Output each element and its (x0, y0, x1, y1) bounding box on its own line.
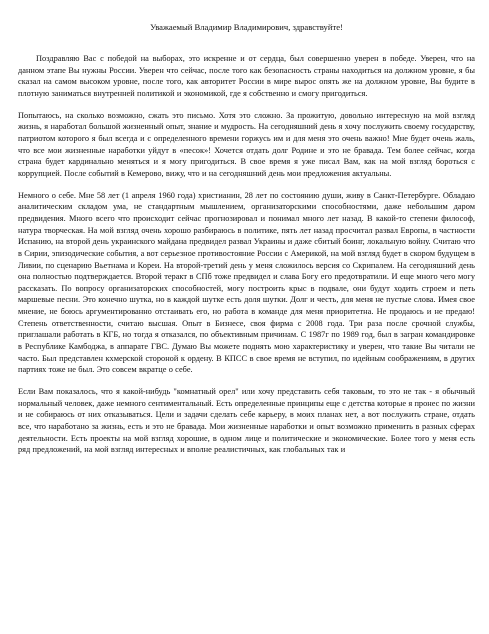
paragraph-intent: Попытаюсь, на сколько возможно, сжать это письмо. Хотя это сложно. За прожитую, довольно интересную на мой взгляд жизнь, я наработал большой жизненный опыт, знание и мудрость. На сегодняшний день я хочу послужить своему государству, патриотом которого я был всегда и с определенного времени горжусь им и для меня это очень важно! Мне будет очень жаль, что все мои жизненные наработки уйдут в «песок»! Хочется отдать долг Родине и это не бравада. Тем более сейчас, когда страна будет кардинально меняться и я могу пригодиться. В свое время я уже писал Вам, как на мой взгляд бороться с коррупцией. После событий в Кемерово, вижу, что и на сегодняшний день мои предложения актуальны. (18, 110, 475, 178)
paragraph-about-self: Немного о себе. Мне 58 лет (1 апреля 1960 года) христианин, 28 лет по состоянию души, живу в Санкт-Петербурге. Обладаю аналитическим складом ума, не стандартным мышлением, организаторскими способностями, даже небольшим даром предвидения. Много всего что происходит сейчас прогнозировал и понимал много лет назад. В какой-то степени философ, натура творческая. На мой взгляд очень хорошо разбираюсь в политике, пять лет назад просчитал развал Европы, в частности Испанию, на второй день украинского майдана предвидел развал Украины и даже сбитый боинг, локальную войну. Считаю что в Сирии, эпизодические события, а вот серьезное противостояние России с Америкой, на мой взгляд будет в скором будущем в Ливии, по сценарию Вьетнама и Кореи. На второй-третий день у меня сложилось версия со Скрипалем. На сегодняшний день она полностью подтверждается. Второй теракт в СПб тоже предвидел и слава Богу его предотвратили. И еще много чего могу рассказать. По вопросу организаторских способностей, могу построить крыс в подвале, они будут ходить строем и петь маршевые песни. Это конечно шутка, но в каждой шутке есть доля шутки. Долг и честь, для меня не пустые слова. Имея свое мнение, не боюсь аргументированно отстаивать его, но работа в команде для меня приоритетна. Не продаюсь и не предаю! Степень ответственности, считаю высшая. Опыт в Бизнесе, своя фирма с 2008 года. Три раза после срочной службы, приглашали работать в КГБ, но тогда я отказался, по объективным причинам. С 1987г по 1989 год, был в загран командировке в Республике Камбоджа, в аппарате ГВС. Думаю Вы можете поднять мою характеристику и уверен, что такие Вы читали не часто. Был представлен кхмерской стороной к ордену. В КПСС в свое время не вступил, по идейным соображениям, в других партиях тоже не был. Это совсем вкратце о себе. (18, 190, 475, 375)
paragraph-congratulations: Поздравляю Вас с победой на выборах, это искренне и от сердца, был совершенно уверен в победе. Уверен, что на данном этапе Вы нужны России. Уверен что сейчас, после того как безопасность страны находиться на должном уровне, я бы сказал на самом высоком уровне, после того, как авторитет России в мире вырос опять же на должном уровне, Вы будите в плотную заниматься внутренней политикой и экономикой, где я собственно и смогу пригодиться. (18, 54, 475, 98)
paragraph-principles: Если Вам показалось, что я какой-нибудь "комнатный орел" или хочу представить себя таковым, то это не так - я обычный нормальный человек, даже немного сентиментальный. Есть определенные принципы еще с детства которые я пронес по жизни и не собираюсь от них отказываться. Цели и задачи сделать себе карьеру, в моих планах нет, а вот послужить стране, отдать все, что наработано за жизнь, есть и это не бравада. Мои жизненные наработки и опыт возможно применить в разных сферах деятельности. Есть проекты на мой взгляд хорошие, в одном лице и политические и экономические. Более того у меня есть ряд предложений, на мой взгляд интересных и вполне реалистичных, как глобальных так и (18, 387, 475, 455)
letter-greeting: Уважаемый Владимир Владимирович, здравствуйте! (150, 22, 343, 32)
